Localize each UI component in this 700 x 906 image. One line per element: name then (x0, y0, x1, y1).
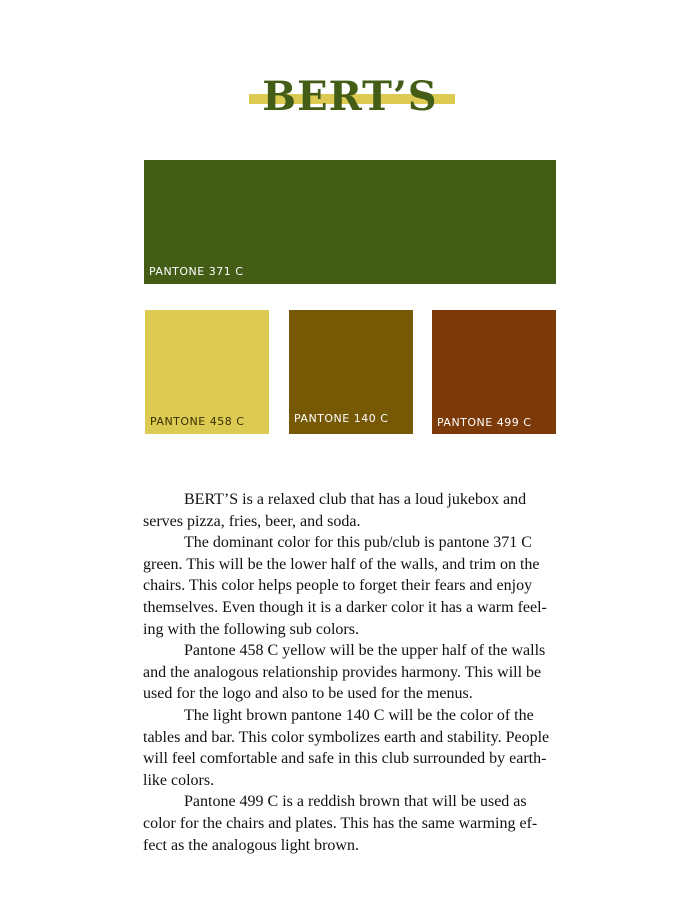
logo (0, 0, 700, 130)
swatch-label: PANTONE 140 C (294, 412, 389, 425)
text-line: Pantone 499 C is a reddish brown that will be used as (184, 793, 527, 811)
swatch-label: PANTONE 458 C (150, 415, 245, 428)
text-line: The light brown pantone 140 C will be the color of the (184, 706, 534, 724)
text-line: fect as the analogous light brown. (143, 836, 359, 854)
text-line: serves pizza, fries, beer, and soda. (143, 512, 361, 530)
swatch-pantone-458 (145, 310, 269, 434)
text-line: themselves. Even though it is a darker color it has a warm feel- (143, 598, 547, 616)
text-line: Pantone 458 C yellow will be the upper half of the walls (184, 642, 546, 660)
swatch-pantone-499 (432, 310, 556, 434)
text-line: ing with the following sub colors. (143, 620, 359, 638)
swatch-pantone-371 (144, 160, 556, 284)
swatch-label: PANTONE 371 C (149, 265, 244, 278)
swatch-label: PANTONE 499 C (437, 416, 532, 429)
text-line: and the analogous relationship provides harmony. This will be (143, 663, 542, 681)
logo-text: BERT’S (262, 73, 438, 120)
text-line: tables and bar. This color symbolizes earth and stability. People (143, 728, 550, 746)
text-line: BERT’S is a relaxed club that has a loud jukebox and (184, 491, 527, 508)
text-line: like colors. (143, 771, 215, 789)
text-line: color for the chairs and plates. This has the same warming ef- (143, 814, 538, 832)
text-line: green. This will be the lower half of the walls, and trim on the (143, 555, 540, 573)
description-text (143, 489, 558, 856)
swatch-pantone-140 (289, 310, 413, 434)
text-line: used for the logo and also to be used for the menus. (143, 685, 473, 703)
text-line: The dominant color for this pub/club is pantone 371 C (184, 534, 532, 552)
description-paragraph (143, 489, 558, 856)
text-line: will feel comfortable and safe in this club surrounded by earth- (143, 750, 547, 768)
text-line: chairs. This color helps people to forget their fears and enjoy (143, 577, 533, 595)
